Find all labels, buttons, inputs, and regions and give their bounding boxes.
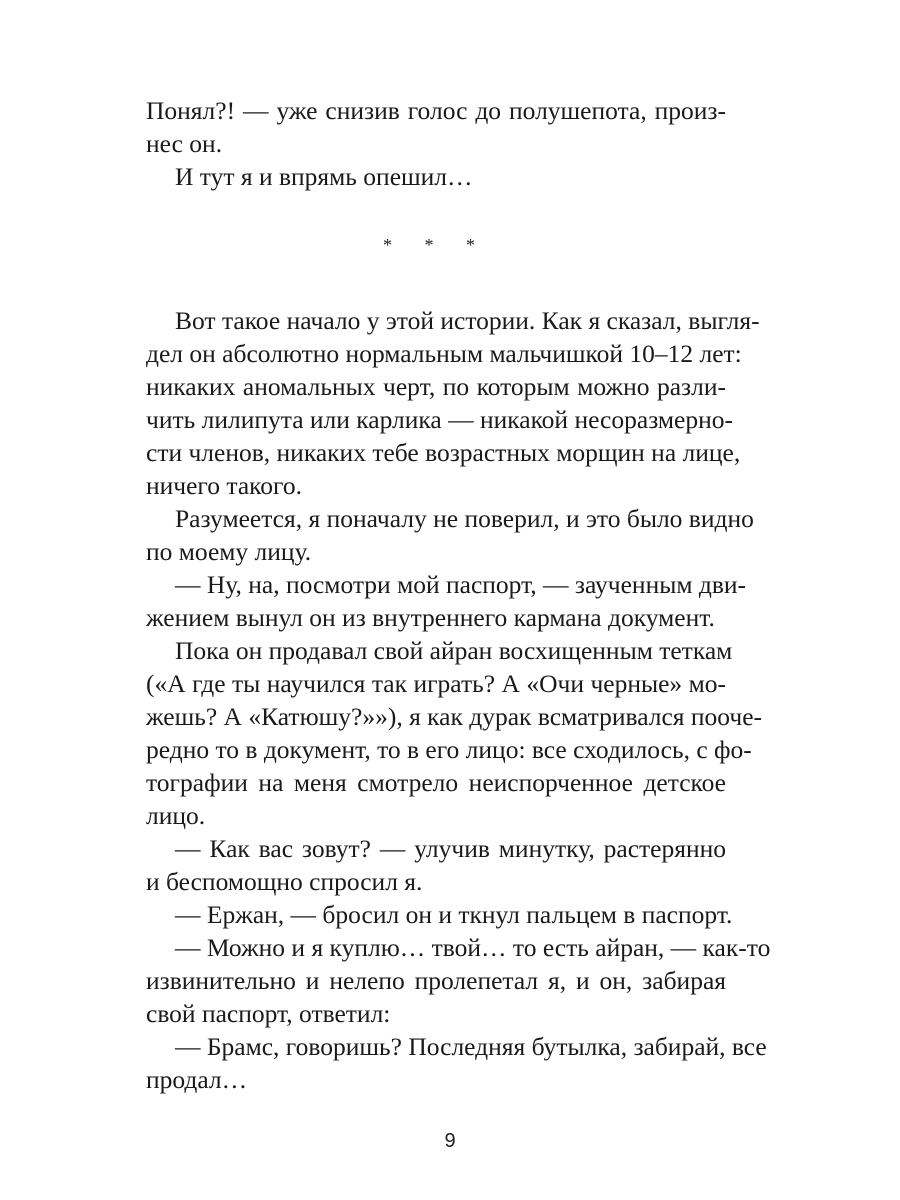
text-line: тографии на меня смотрело неиспорченное детское <box>146 768 726 797</box>
text-line: жешь? А «Катюшу?»»), я как дурак всматривался пооче- <box>146 702 763 731</box>
paragraph <box>146 1030 767 1096</box>
text-line: Понял?! — уже снизив голос до полушепота, произ- <box>146 96 726 125</box>
paragraph <box>146 502 754 568</box>
section-break <box>146 235 726 271</box>
text-line: Вот такое начало у этой истории. Как я сказал, выгля- <box>175 306 760 335</box>
text-line: — Ержан, — бросил он и ткнул пальцем в паспорт. <box>175 900 733 929</box>
text-line: ничего такого. <box>146 471 302 500</box>
text-line: нес он. <box>146 129 223 158</box>
text-line: Разумеется, я поначалу не поверил, и это было видно <box>175 504 754 533</box>
page-number: 9 <box>444 1130 456 1152</box>
spacer <box>146 271 726 304</box>
text-line: свой паспорт, ответил: <box>146 999 391 1028</box>
spacer <box>146 193 726 235</box>
paragraph <box>146 898 733 931</box>
text-line: чить лилипута или карлика — никакой несоразмерно- <box>146 405 733 434</box>
text-line: — Можно и я куплю… твой… то есть айран, — как-то <box>175 933 771 962</box>
text-line: редно то в документ, то в его лицо: все сходилось, с фо- <box>146 735 752 764</box>
text-line: жением вынул он из внутреннего кармана документ. <box>146 603 715 632</box>
text-line: — Брамс, говоришь? Последняя бутылка, забирай, все <box>175 1032 767 1061</box>
text-line: — Ну, на, посмотри мой паспорт, — заученным дви- <box>175 570 747 599</box>
paragraph <box>146 832 726 898</box>
text-line: («А где ты научился так играть? А «Очи черные» мо- <box>146 669 726 698</box>
text-line: сти членов, никаких тебе возрастных морщин на лице, <box>146 438 741 467</box>
text-line: — Как вас зовут? — улучив минутку, растерянно <box>175 834 726 863</box>
paragraph <box>146 160 726 193</box>
book-page-body <box>146 94 771 1096</box>
text-line: по моему лицу. <box>146 537 312 566</box>
paragraph <box>146 568 747 634</box>
paragraph <box>146 94 726 160</box>
section-separator: * * * <box>383 235 489 255</box>
text-line: продал… <box>146 1065 248 1094</box>
paragraph <box>146 931 771 1030</box>
text-line: извинительно и нелепо пролепетал я, и он, забирая <box>146 966 726 995</box>
text-line: дел он абсолютно нормальным мальчишкой 10–12 лет: <box>146 339 742 368</box>
paragraph <box>146 304 760 502</box>
text-line: и беспомощно спросил я. <box>146 867 423 896</box>
text-line: лицо. <box>146 801 206 830</box>
paragraph <box>146 634 763 832</box>
text-line: Пока он продавал свой айран восхищенным теткам <box>175 636 733 665</box>
text-line: И тут я и впрямь опешил… <box>175 162 473 191</box>
text-line: никаких аномальных черт, по которым можно разли- <box>146 372 726 401</box>
